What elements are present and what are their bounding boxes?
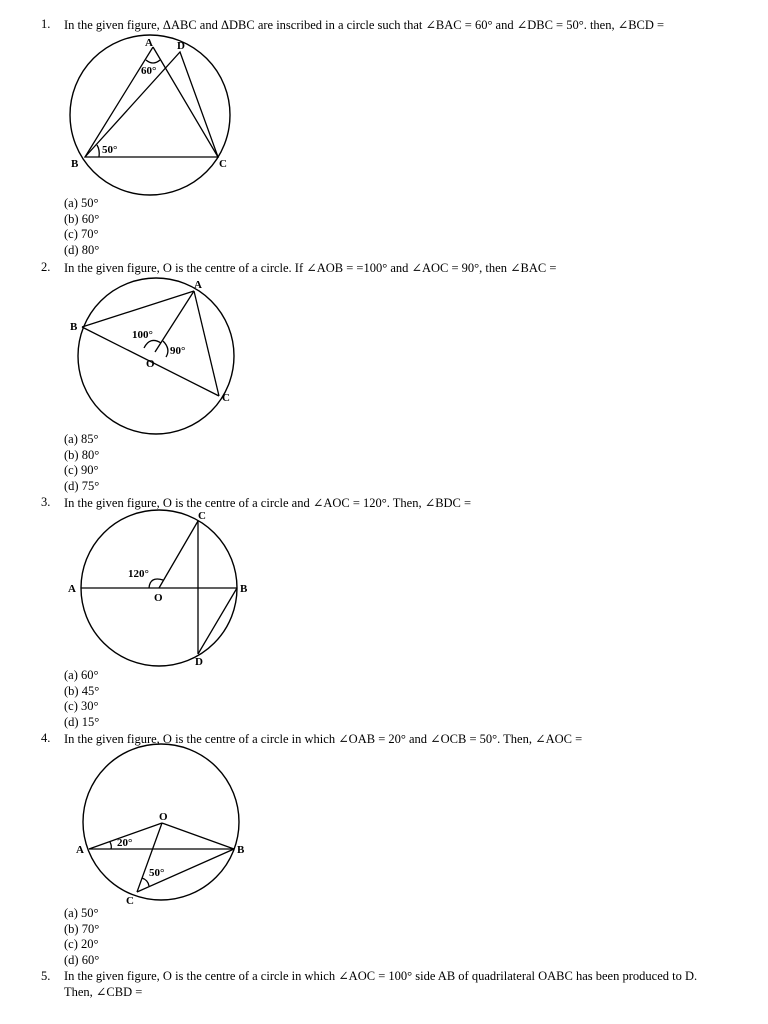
angle-arc [110, 842, 111, 849]
label-b: B [70, 321, 78, 333]
label-b: B [240, 583, 248, 595]
option[interactable]: (d) 75° [64, 478, 100, 493]
question-text: In the given figure, O is the centre of a circle and ∠AOC = 120°. Then, ∠BDC = [64, 496, 472, 510]
option[interactable]: (b) 80° [64, 447, 100, 462]
option[interactable]: (b) 70° [64, 921, 100, 936]
label-o: O [154, 592, 163, 604]
radius-oc [137, 823, 165, 892]
angle-arc [142, 878, 149, 886]
radius-ob [162, 823, 234, 849]
angle-label: 50° [149, 867, 165, 879]
label-a: A [194, 279, 202, 291]
option[interactable]: (a) 50° [64, 196, 99, 210]
option[interactable]: (a) 60° [64, 668, 99, 682]
question-text: In the given figure, ΔABC and ΔDBC are inscribed in a circle such that ∠BAC = 60° and ∠DBC = 50°. then, ∠BCD = [64, 18, 665, 32]
option[interactable]: (c) 90° [64, 463, 99, 477]
label-c: C [198, 510, 206, 522]
angle-label: 120° [128, 568, 149, 580]
label-b: B [71, 158, 79, 170]
question-number: 5. [41, 969, 51, 983]
label-d: D [177, 40, 185, 52]
angle-label: 20° [117, 837, 133, 849]
question-number: 2. [41, 260, 51, 274]
option[interactable]: (d) 15° [64, 714, 100, 729]
label-a: A [68, 583, 76, 595]
label-c: C [219, 158, 227, 170]
option[interactable]: (c) 20° [64, 937, 99, 951]
label-a: A [145, 37, 153, 49]
question-text: In the given figure, O is the centre of a circle in which ∠AOC = 100° side AB of quadrilateral OABC has been produced to D. Then, ∠CBD = [64, 969, 698, 999]
option[interactable]: (a) 50° [64, 906, 99, 920]
question-text: In the given figure, O is the centre of a circle in which ∠OAB = 20° and ∠OCB = 50°. Then, ∠AOC = [64, 732, 583, 746]
label-o: O [146, 358, 155, 370]
label-b: B [237, 844, 245, 856]
option[interactable]: (a) 85° [64, 432, 99, 446]
question-text: In the given figure, O is the centre of a circle. If ∠AOB = =100° and ∠AOC = 90°, then ∠BAC = [64, 261, 557, 275]
angle-label: 60° [141, 65, 157, 77]
label-d: D [195, 656, 203, 668]
question-number: 1. [41, 17, 51, 31]
angle-label: 100° [132, 329, 153, 341]
options-list [64, 906, 99, 968]
option[interactable]: (d) 80° [64, 242, 100, 257]
label-c: C [222, 392, 230, 404]
option[interactable]: (c) 30° [64, 699, 99, 713]
question-number: 3. [41, 495, 51, 509]
angle-label: 50° [102, 144, 118, 156]
option[interactable]: (c) 70° [64, 227, 99, 241]
label-a: A [76, 844, 84, 856]
question-number: 4. [41, 731, 51, 745]
label-c: C [126, 895, 134, 907]
option[interactable]: (d) 60° [64, 952, 100, 967]
label-o: O [159, 811, 168, 823]
angle-label: 90° [170, 345, 186, 357]
option[interactable]: (b) 60° [64, 211, 100, 226]
option[interactable]: (b) 45° [64, 683, 100, 698]
